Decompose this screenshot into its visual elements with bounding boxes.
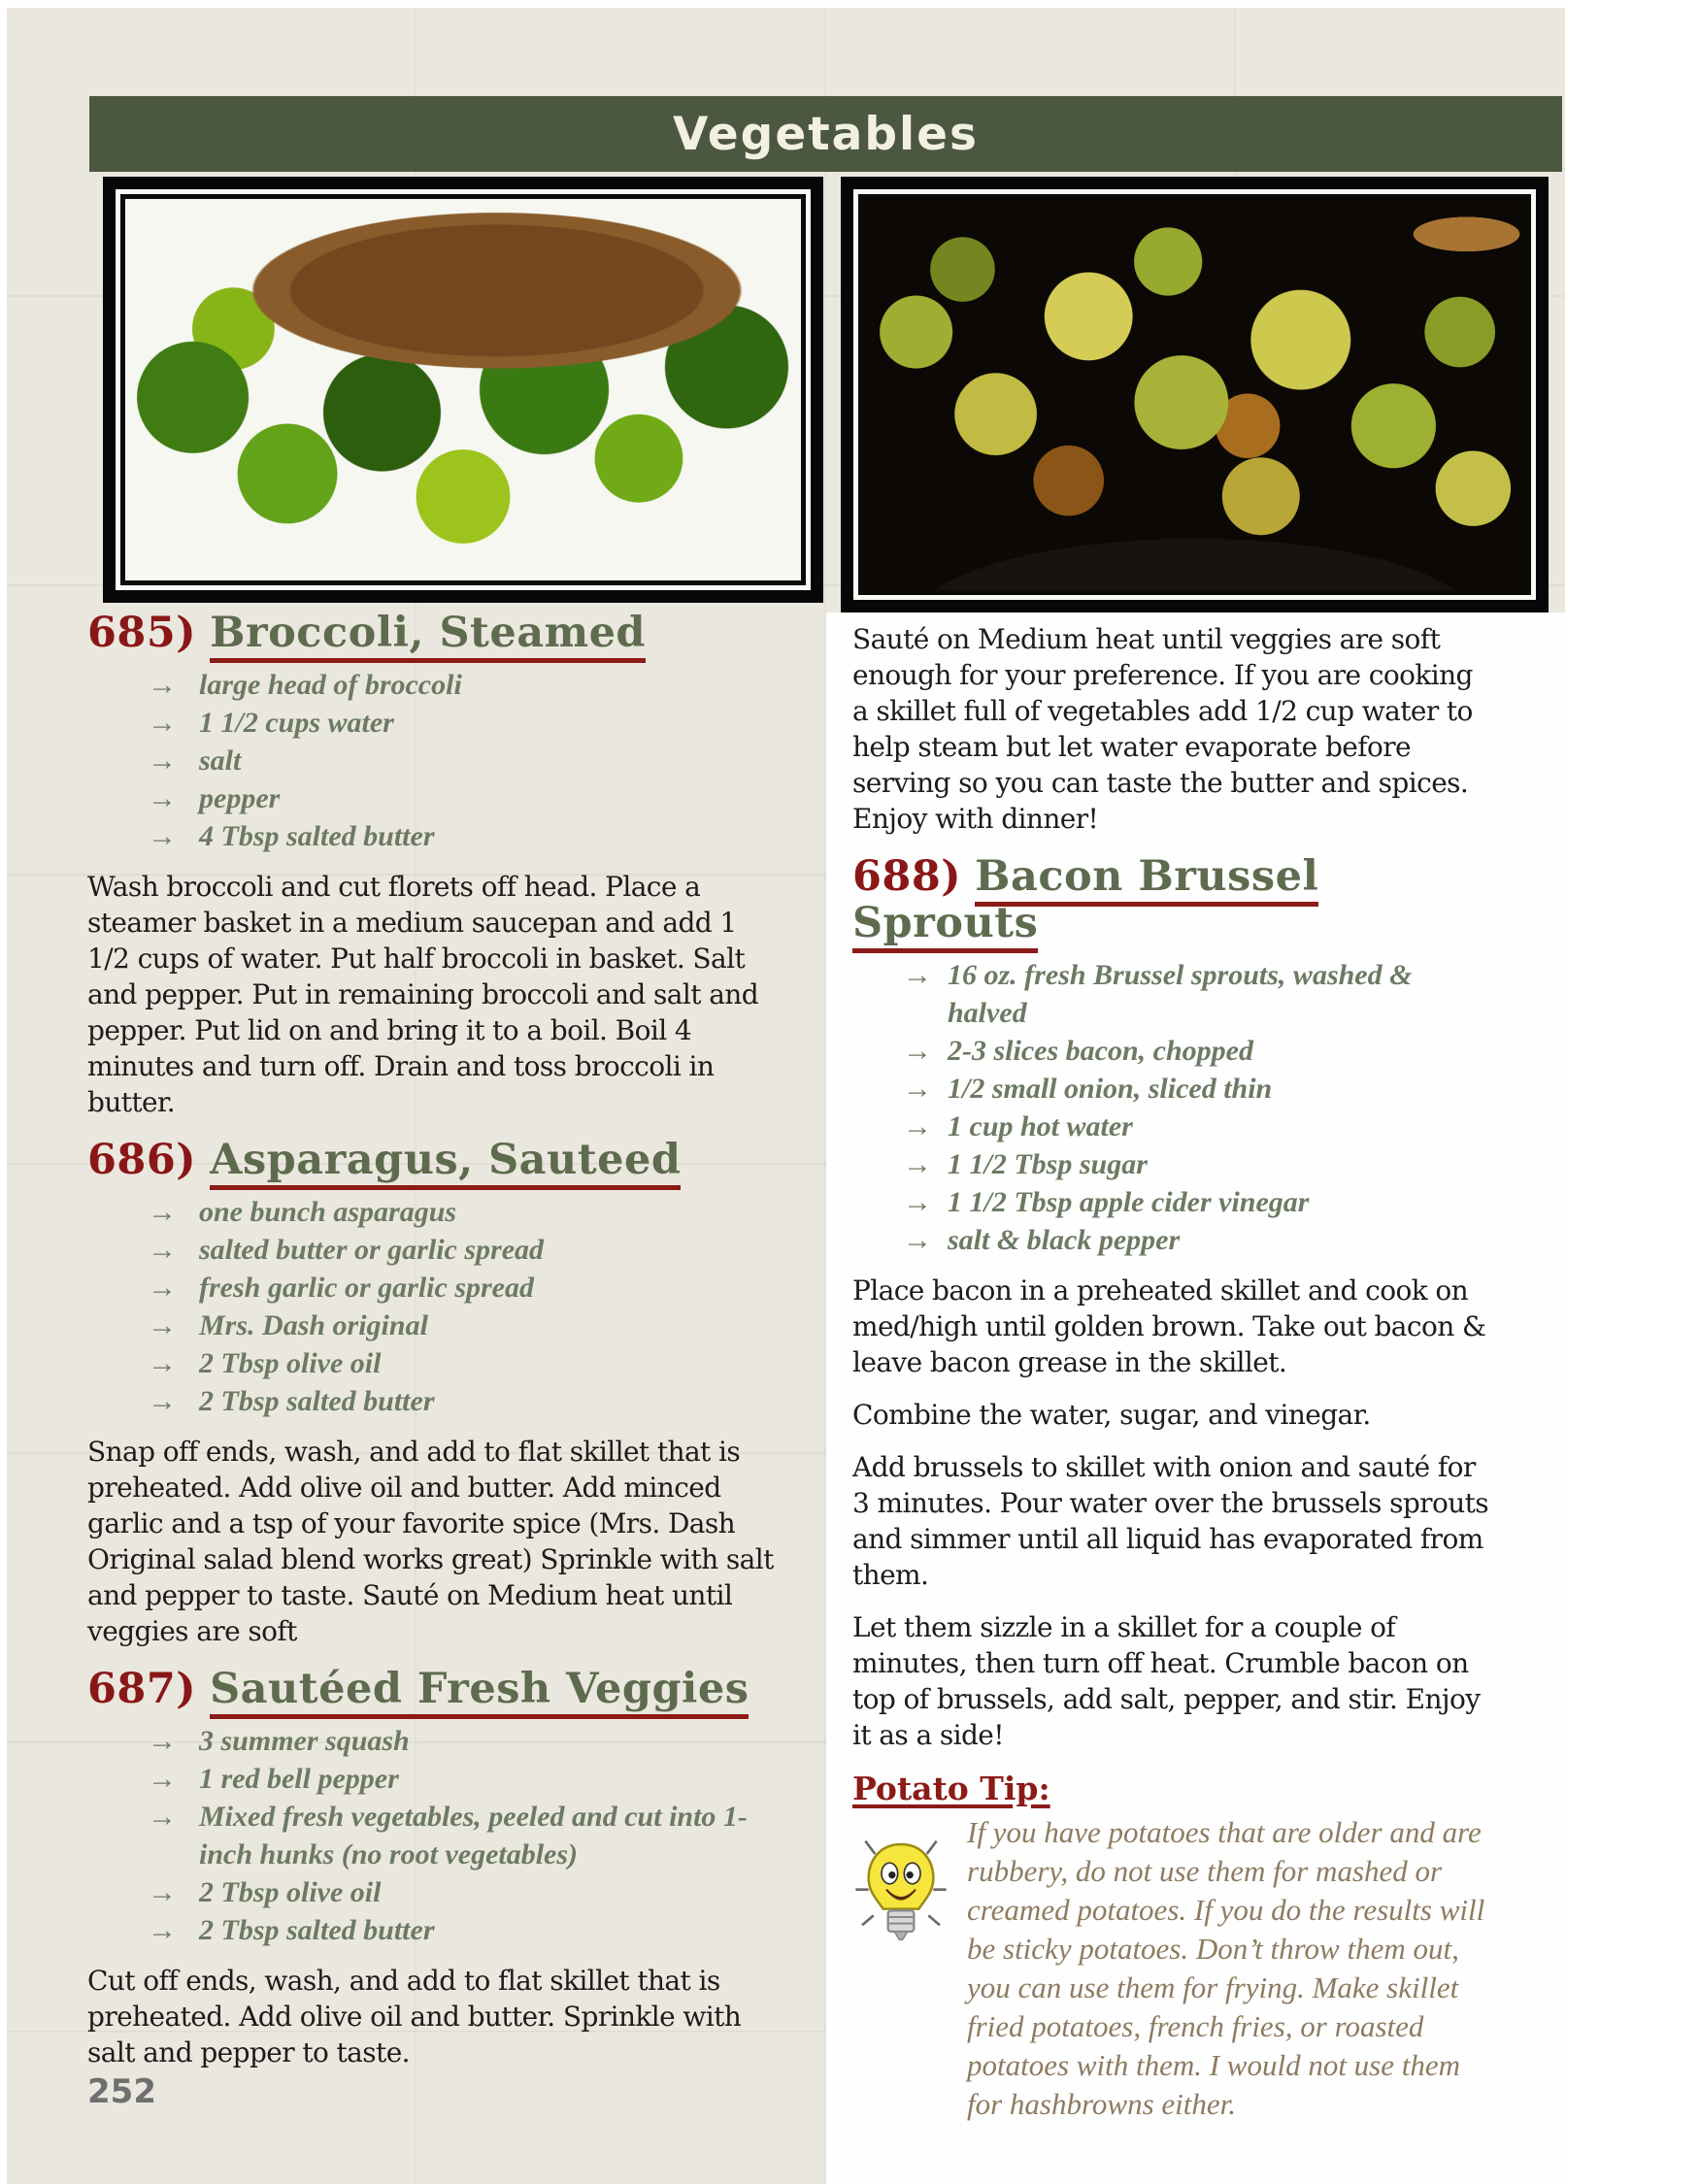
ingredient-text: salted butter or garlic spread [199, 1234, 545, 1266]
recipe-title: Bacon Brussel Sprouts [852, 852, 1318, 953]
ingredient-item [852, 1183, 1493, 1221]
potato-tip-label: Potato Tip: [852, 1770, 1050, 1807]
ingredient-item [852, 1070, 1493, 1108]
ingredient-item [87, 1231, 782, 1269]
arrow-bullet-icon: → [148, 1196, 177, 1228]
ingredient-item [87, 666, 782, 704]
arrow-bullet-icon: → [903, 1073, 932, 1105]
broccoli-photo-frame [103, 177, 823, 603]
ingredient-text: salt & black pepper [948, 1224, 1181, 1256]
instruction-paragraph: Place bacon in a preheated skillet and cook on med/high until golden brown. Take out bacon & leave bacon grease in the skillet. [852, 1274, 1486, 1378]
arrow-bullet-icon: → [148, 1801, 177, 1833]
ingredient-text: 2-3 slices bacon, chopped [948, 1035, 1253, 1067]
lightbulb-smiley-icon [852, 1813, 967, 1984]
arrow-bullet-icon: → [148, 1347, 177, 1379]
recipe-title: Sautéed Fresh Veggies [210, 1665, 749, 1719]
ingredient-text: 2 Tbsp salted butter [199, 1914, 435, 1946]
instructions-688 [852, 1273, 1493, 1753]
ingredient-text: 4 Tbsp salted butter [199, 820, 435, 852]
ingredient-item [852, 956, 1493, 1032]
ingredient-item [87, 704, 782, 742]
ingredient-item [87, 779, 782, 817]
ingredient-item [87, 1911, 782, 1949]
instructions-687 [87, 1963, 782, 2070]
ingredient-text: pepper [199, 782, 281, 814]
ingredient-item [87, 1269, 782, 1307]
ingredient-text: 1 1/2 Tbsp apple cider vinegar [948, 1186, 1310, 1218]
arrow-bullet-icon: → [903, 1148, 932, 1180]
ingredient-item [87, 1344, 782, 1382]
photo-inner-border2 [858, 194, 1531, 595]
recipe-685-heading [87, 610, 782, 656]
arrow-bullet-icon: → [903, 959, 932, 991]
ingredient-item [87, 1798, 782, 1873]
recipe-number: 688) [852, 852, 962, 901]
instruction-paragraph: Wash broccoli and cut florets off head. Place a steamer basket in a medium saucepan and add 1 1/2 cups of water. Put half broccoli in basket. Salt and pepper. Put in remaining broccoli and salt and pepper. Put lid on and bring it to a boil. Boil 4 minutes and turn off. Drain and toss broccoli in butter. [87, 871, 759, 1118]
ingredient-text: 1 1/2 Tbsp sugar [948, 1148, 1148, 1180]
arrow-bullet-icon: → [903, 1186, 932, 1218]
ingredient-text: 1 red bell pepper [199, 1763, 399, 1795]
recipe-687-heading [87, 1666, 782, 1712]
recipe-number: 685) [87, 609, 197, 657]
ingredient-item [852, 1032, 1493, 1070]
photo-inner-border2 [120, 194, 806, 585]
arrow-bullet-icon: → [148, 1309, 177, 1341]
ingredient-text: 2 Tbsp salted butter [199, 1385, 435, 1417]
instruction-paragraph: Cut off ends, wash, and add to flat skillet that is preheated. Add olive oil and butter. Sprinkle with salt and pepper to taste. [87, 1965, 742, 2068]
ingredient-item [87, 1760, 782, 1798]
ingredient-text: 2 Tbsp olive oil [199, 1876, 382, 1908]
ingredient-text: one bunch asparagus [199, 1196, 457, 1228]
ingredient-text: 1/2 small onion, sliced thin [948, 1073, 1273, 1105]
ingredient-text: large head of broccoli [199, 669, 462, 701]
potato-tip [852, 1813, 1493, 2124]
ingredient-text: 1 cup hot water [948, 1110, 1133, 1142]
arrow-bullet-icon: → [148, 1914, 177, 1946]
ingredient-item [87, 1722, 782, 1760]
instructions-685 [87, 869, 782, 1120]
arrow-bullet-icon: → [148, 1272, 177, 1304]
arrow-bullet-icon: → [148, 782, 177, 814]
photo-inner-border [116, 189, 811, 590]
ingredient-text: fresh garlic or garlic spread [199, 1272, 534, 1304]
instruction-paragraph: Let them sizzle in a skillet for a couple of minutes, then turn off heat. Crumble bacon on top of brussels, add salt, pepper, and stir. Enjoy it as a side! [852, 1611, 1481, 1751]
right-column [852, 621, 1493, 2124]
instruction-paragraph: Add brussels to skillet with onion and sauté for 3 minutes. Pour water over the brussels sprouts and simmer until all liquid has evaporated from them. [852, 1451, 1489, 1591]
ingredient-list [87, 666, 782, 855]
arrow-bullet-icon: → [903, 1110, 932, 1142]
instruction-paragraph: Snap off ends, wash, and add to flat skillet that is preheated. Add olive oil and butter. Add minced garlic and a tsp of your favorite spice (Mrs. Dash Original salad blend works great) Sprinkle with salt and pepper to taste. Sauté on Medium heat until veggies are soft [87, 1436, 774, 1647]
ingredient-text: 3 summer squash [199, 1725, 410, 1757]
instructions-686 [87, 1434, 782, 1649]
recipe-title: Asparagus, Sauteed [210, 1136, 681, 1190]
arrow-bullet-icon: → [903, 1035, 932, 1067]
ingredient-list [852, 956, 1493, 1259]
arrow-bullet-icon: → [148, 669, 177, 701]
ingredient-item [87, 1307, 782, 1344]
brussel-sprouts-photo [863, 199, 1526, 590]
recipe-number: 686) [87, 1136, 197, 1184]
ingredient-text: Mrs. Dash original [199, 1309, 428, 1341]
ingredient-item [852, 1108, 1493, 1145]
section-header-bar [89, 96, 1562, 172]
ingredient-item [87, 742, 782, 779]
ingredient-text: 2 Tbsp olive oil [199, 1347, 382, 1379]
page-number: 252 [87, 2072, 156, 2111]
ingredient-text: 16 oz. fresh Brussel sprouts, washed & halved [948, 959, 1413, 1029]
arrow-bullet-icon: → [903, 1224, 932, 1256]
photo-inner-border [853, 189, 1536, 600]
ingredient-item [852, 1145, 1493, 1183]
arrow-bullet-icon: → [148, 1876, 177, 1908]
ingredient-item [852, 1221, 1493, 1259]
recipe-title: Broccoli, Steamed [210, 609, 646, 663]
ingredient-text: 1 1/2 cups water [199, 707, 394, 739]
ingredient-list [87, 1722, 782, 1949]
section-title: Vegetables [673, 107, 979, 161]
ingredient-item [87, 1873, 782, 1911]
ingredient-text: salt [199, 745, 242, 777]
arrow-bullet-icon: → [148, 745, 177, 777]
potato-tip-text: If you have potatoes that are older and are rubbery, do not use them for mashed or creamed potatoes. If you do the results will be sticky potatoes. Don’t throw them out, you can use them for frying. Make skillet fried potatoes, french fries, or roasted potatoes with them. I would not use them for hashbrowns either. [967, 1815, 1485, 2121]
arrow-bullet-icon: → [148, 820, 177, 852]
ingredient-item [87, 817, 782, 855]
ingredient-text: Mixed fresh vegetables, peeled and cut into 1-inch hunks (no root vegetables) [199, 1801, 748, 1870]
arrow-bullet-icon: → [148, 1763, 177, 1795]
intro-paragraph: Sauté on Medium heat until veggies are soft enough for your preference. If you are cooking a skillet full of vegetables add 1/2 cup water to help steam but let water evaporate before serving so you can taste the butter and spices. Enjoy with dinner! [852, 623, 1473, 835]
ingredient-list [87, 1193, 782, 1420]
recipe-number: 687) [87, 1665, 197, 1713]
recipe-686-heading [87, 1137, 782, 1183]
left-column [87, 610, 782, 2087]
brussel-sprouts-photo-frame [841, 177, 1549, 612]
arrow-bullet-icon: → [148, 1725, 177, 1757]
broccoli-photo [125, 199, 801, 580]
ingredient-item [87, 1193, 782, 1231]
recipe-688-heading [852, 853, 1493, 946]
instruction-paragraph: Combine the water, sugar, and vinegar. [852, 1399, 1371, 1431]
arrow-bullet-icon: → [148, 707, 177, 739]
arrow-bullet-icon: → [148, 1234, 177, 1266]
arrow-bullet-icon: → [148, 1385, 177, 1417]
ingredient-item [87, 1382, 782, 1420]
